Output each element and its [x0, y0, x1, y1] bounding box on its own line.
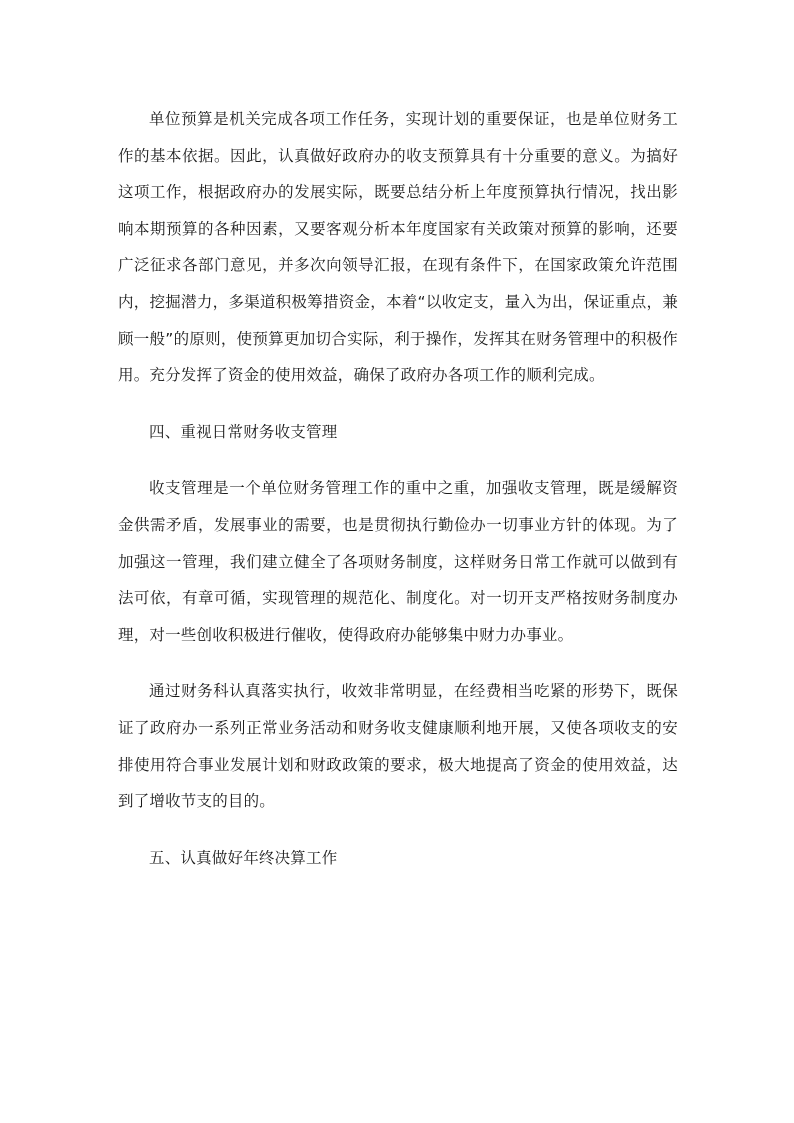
paragraph-gap [118, 394, 678, 414]
paragraph-gap [118, 450, 678, 470]
paragraph-revenue-management: 收支管理是一个单位财务管理工作的重中之重，加强收支管理，既是缓解资金供需矛盾，发展事业的需要，也是贯彻执行勤俭办一切事业方针的体现。为了加强这一管理，我们建立健全了各项财务制度，这样财务日常工作就可以做到有法可依，有章可循，实现管理的规范化、制度化。对一切开支严格按财务制度办理，对一些创收积极进行催收，使得政府办能够集中财力办事业。 [118, 479, 678, 644]
section-heading-5: 五、认真做好年终决算工作 [149, 848, 338, 867]
paragraph-gap [118, 820, 678, 840]
paragraph-gap [118, 653, 678, 673]
paragraph-budget: 单位预算是机关完成各项工作任务，实现计划的重要保证，也是单位财务工作的基本依据。因此，认真做好政府办的收支预算具有十分重要的意义。为搞好这项工作，根据政府办的发展实际，既要总结分析上年度预算执行情况，找出影响本期预算的各种因素，又要客观分析本年度国家有关政策对预算的影响，还要广泛征求各部门意见，并多次向领导汇报，在现有条件下，在国家政策允许范围内，挖掘潜力，多渠道积极筹措资金，本着“以收定支，量入为出，保证重点，兼顾一般”的原则，使预算更加切合实际，利于操作，发挥其在财务管理中的积极作用。充分发挥了资金的使用效益，确保了政府办各项工作的顺利完成。 [118, 110, 678, 385]
section-heading-4: 四、重视日常财务收支管理 [149, 422, 338, 441]
document-body [118, 101, 678, 876]
paragraph-implementation: 通过财务科认真落实执行，收效非常明显，在经费相当吃紧的形势下，既保证了政府办一系列正常业务活动和财务收支健康顺利地开展，又使各项收支的安排使用符合事业发展计划和财政政策的要求，极大地提高了资金的使用效益，达到了增收节支的目的。 [118, 682, 678, 811]
